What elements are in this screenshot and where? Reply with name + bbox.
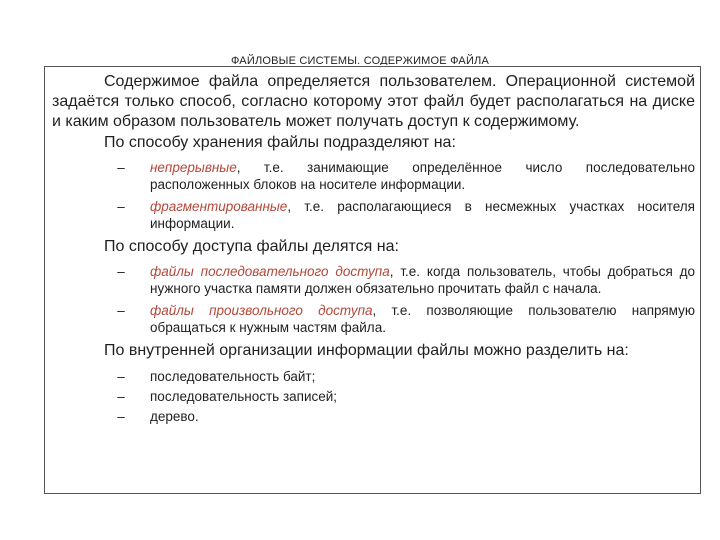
term-fragmented: фрагментированные xyxy=(150,199,288,214)
dash-marker: – xyxy=(117,160,125,175)
organization-heading: По внутренней организации информации файлы можно разделить на: xyxy=(104,342,629,359)
slide-body xyxy=(52,72,695,428)
list-item-text: дерево. xyxy=(150,409,199,424)
dash-marker: – xyxy=(117,199,125,214)
list-item xyxy=(52,408,695,425)
list-item xyxy=(52,368,695,385)
term-description: , т.е. когда пользователь, чтобы добраться до нужного участка памяти должен обязательно прочитать файл с начала. xyxy=(150,264,695,296)
dash-marker: – xyxy=(117,389,125,404)
list-item-text: последовательность байт; xyxy=(150,369,316,384)
access-list xyxy=(52,263,695,336)
organization-list xyxy=(52,368,695,425)
term-sequential-access: файлы последовательного доступа xyxy=(150,264,390,279)
term-description: , т.е. располагающиеся в несмежных участках носителя информации. xyxy=(150,199,695,231)
list-item xyxy=(52,159,695,193)
term-description: , т.е. позволяющие пользователю напрямую обращаться к нужным частям файла. xyxy=(150,303,695,335)
storage-list xyxy=(52,159,695,232)
list-item xyxy=(52,263,695,297)
spacer xyxy=(52,361,695,368)
intro-paragraph: Содержимое файла определяется пользователем. Операционной системой задаётся только способ, согласно которому этот файл будет располагаться на диске и каким образом пользователь может получать доступ к содержимому. xyxy=(52,73,695,130)
list-item xyxy=(52,302,695,336)
term-continuous: непрерывные xyxy=(150,160,237,175)
storage-heading: По способу хранения файлы подразделяют на: xyxy=(104,134,456,151)
list-item xyxy=(52,388,695,405)
dash-marker: – xyxy=(117,409,125,424)
term-description: , т.е. занимающие определённое число последовательно расположенных блоков на носителе информации. xyxy=(150,160,695,192)
dash-marker: – xyxy=(117,264,125,279)
dash-marker: – xyxy=(117,369,125,384)
slide-title: ФАЙЛОВЫЕ СИСТЕМЫ. СОДЕРЖИМОЕ ФАЙЛА xyxy=(230,55,490,65)
list-item xyxy=(52,198,695,232)
access-heading: По способу доступа файлы делятся на: xyxy=(104,238,399,255)
list-item-text: последовательность записей; xyxy=(150,389,338,404)
dash-marker: – xyxy=(117,303,125,318)
term-random-access: файлы произвольного доступа xyxy=(150,303,373,318)
